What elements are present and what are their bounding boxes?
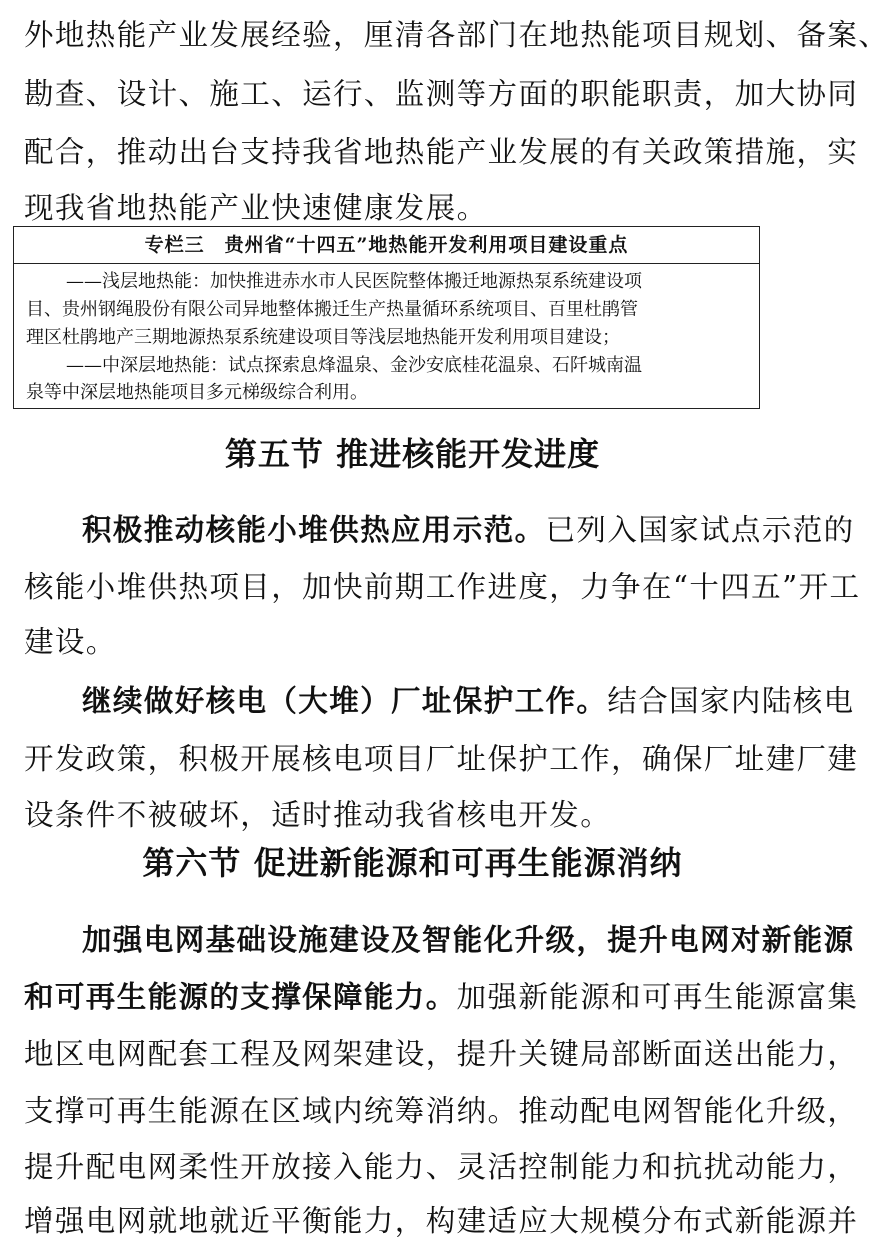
bold-lead-sentence: 和可再生能源的支撑保障能力。 (24, 979, 457, 1014)
paragraph-line: 地区电网配套工程及网架建设，提升关键局部断面送出能力， (24, 1037, 859, 1071)
column-box-line: 目、贵州钢绳股份有限公司异地整体搬迁生产热量循环系统项目、百里杜鹃管 (26, 299, 638, 320)
paragraph-text: 加强新能源和可再生能源富集 (456, 980, 859, 1014)
paragraph-line: 提升配电网柔性开放接入能力、灵活控制能力和抗扰动能力， (24, 1150, 859, 1184)
paragraph-line: 勘查、设计、施工、运行、监测等方面的职能职责，加大协同 (24, 77, 859, 111)
column-box-line: ——浅层地热能：加快推进赤水市人民医院整体搬迁地源热泵系统建设项 (66, 271, 642, 292)
paragraph-line: 建设。 (24, 625, 117, 659)
paragraph-line: 加强电网基础设施建设及智能化升级，提升电网对新能源 (82, 922, 855, 957)
paragraph-text: 已列入国家试点示范的 (545, 513, 855, 547)
paragraph-line (24, 975, 859, 1019)
column-box-line: 泉等中深层地热能项目多元梯级综合利用。 (26, 382, 368, 403)
paragraph-line: 增强电网就地就近平衡能力，构建适应大规模分布式新能源并 (24, 1204, 859, 1238)
paragraph-line: 核能小堆供热项目，加快前期工作进度，力争在“十四五”开工 (24, 570, 861, 604)
paragraph-line: 外地热能产业发展经验，厘清各部门在地热能项目规划、备案、 (24, 18, 889, 52)
section-heading: 第五节 推进核能开发进度 (224, 435, 601, 473)
column-box-line: ——中深层地热能：试点探索息烽温泉、金沙安底桂花温泉、石阡城南温 (66, 355, 642, 376)
bold-lead-sentence: 积极推动核能小堆供热应用示范。 (82, 512, 546, 547)
paragraph-line (82, 508, 855, 552)
paragraph-line: 开发政策，积极开展核电项目厂址保护工作，确保厂址建厂建 (24, 742, 859, 776)
section-heading: 第六节 促进新能源和可再生能源消纳 (142, 844, 683, 882)
paragraph-line: 现我省地热能产业快速健康发展。 (24, 191, 488, 225)
bold-lead-sentence: 继续做好核电（大堆）厂址保护工作。 (82, 683, 608, 718)
paragraph-line: 支撑可再生能源在区域内统筹消纳。推动配电网智能化升级， (24, 1094, 859, 1128)
paragraph-line (82, 679, 855, 723)
column-box-title: 专栏三 贵州省“十四五”地热能开发利用项目建设重点 (14, 227, 759, 264)
paragraph-line: 设条件不被破坏，适时推动我省核电开发。 (24, 798, 612, 832)
column-box (13, 226, 760, 409)
paragraph-text: 结合国家内陆核电 (607, 684, 855, 718)
column-box-line: 理区杜鹃地产三期地源热泵系统建设项目等浅层地热能开发利用项目建设； (26, 327, 620, 348)
paragraph-line: 配合，推动出台支持我省地热能产业发展的有关政策措施，实 (24, 135, 859, 169)
